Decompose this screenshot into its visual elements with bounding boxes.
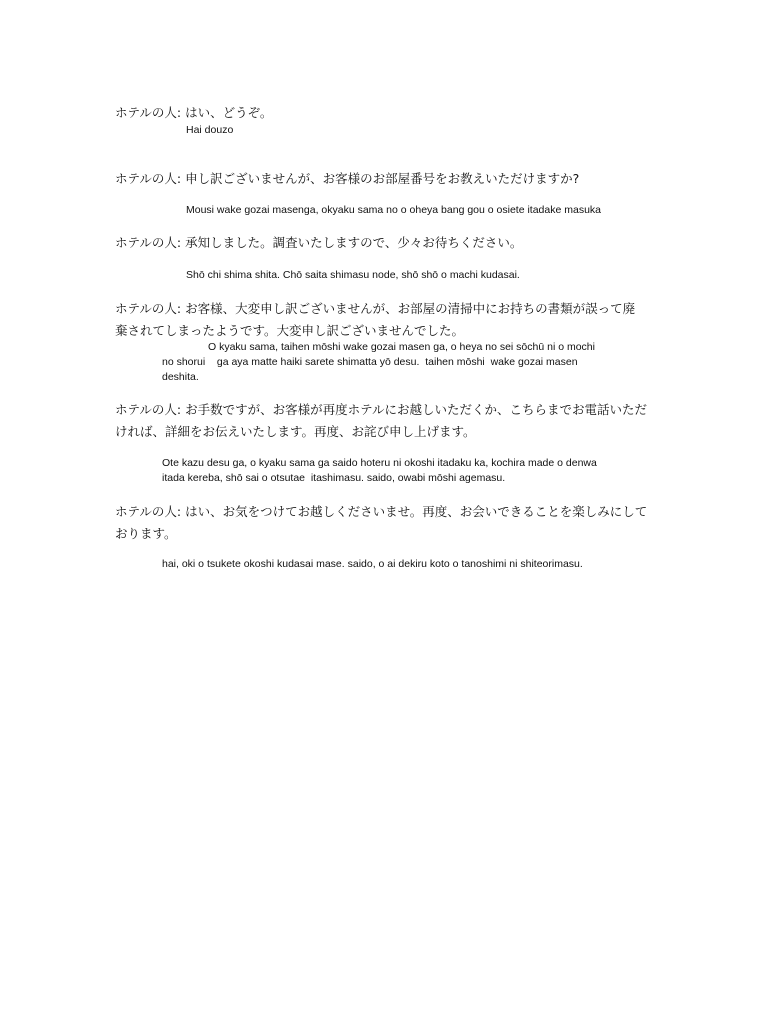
speaker-label: ホテルの人: xyxy=(115,504,182,519)
japanese-text: お客様、大変申し訳ございませんが、お部屋の清掃中にお持ちの書類が誤って廃棄されてしまったようです。大変申し訳ございませんでした。 xyxy=(115,301,636,338)
dialogue-line-1 xyxy=(115,102,645,124)
speaker-label: ホテルの人: xyxy=(115,105,182,120)
japanese-text: 申し訳ございませんが、お客様のお部屋番号をお教えいただけますか? xyxy=(185,171,580,186)
speaker-label: ホテルの人: xyxy=(115,402,182,417)
romaji-text: Hai douzo xyxy=(186,124,234,136)
speaker-label: ホテルの人: xyxy=(115,235,182,250)
speaker-label: ホテルの人: xyxy=(115,301,182,316)
speaker-label: ホテルの人: xyxy=(115,171,182,186)
dialogue-line-5 xyxy=(115,399,650,443)
romaji-text: Mousi wake gozai masenga, okyaku sama no o oheya bang gou o osiete itadake masuka xyxy=(186,204,602,216)
romaji-text: Shō chi shima shita. Chō saita shimasu node, shō shō o machi kudasai. xyxy=(186,269,520,281)
romaji-text-line-2: itada kereba, shō sai o otsutae itashimasu. saido, owabi mōshi agemasu. xyxy=(162,472,506,484)
romaji-text: hai, oki o tsukete okoshi kudasai mase. saido, o ai dekiru koto o tanoshimi ni shiteorimasu. xyxy=(162,558,583,570)
romaji-text-line-1: O kyaku sama, taihen mōshi wake gozai masen ga, o heya no sei sōchū ni o mochi xyxy=(208,341,595,353)
romaji-text-line-1: Ote kazu desu ga, o kyaku sama ga saido hoteru ni okoshi itadaku ka, kochira made o denwa xyxy=(162,457,597,469)
dialogue-line-4 xyxy=(115,298,640,342)
japanese-text: はい、お気をつけてお越しくださいませ。再度、お会いできることを楽しみにしております。 xyxy=(115,504,648,541)
japanese-text: はい、どうぞ。 xyxy=(185,105,273,120)
romaji-text-line-2: no shorui ga aya matte haiki sarete shimatta yō desu. taihen mōshi wake gozai masen xyxy=(162,356,578,368)
japanese-text: お手数ですが、お客様が再度ホテルにお越しいただくか、こちらまでお電話いただければ、詳細をお伝えいたします。再度、お詫び申し上げます。 xyxy=(115,402,647,439)
romaji-text-line-3: deshita. xyxy=(162,371,199,383)
dialogue-line-2 xyxy=(115,168,645,190)
japanese-text: 承知しました。調査いたしますので、少々お待ちください。 xyxy=(185,235,523,250)
dialogue-line-6 xyxy=(115,501,650,545)
dialogue-line-3 xyxy=(115,232,645,254)
